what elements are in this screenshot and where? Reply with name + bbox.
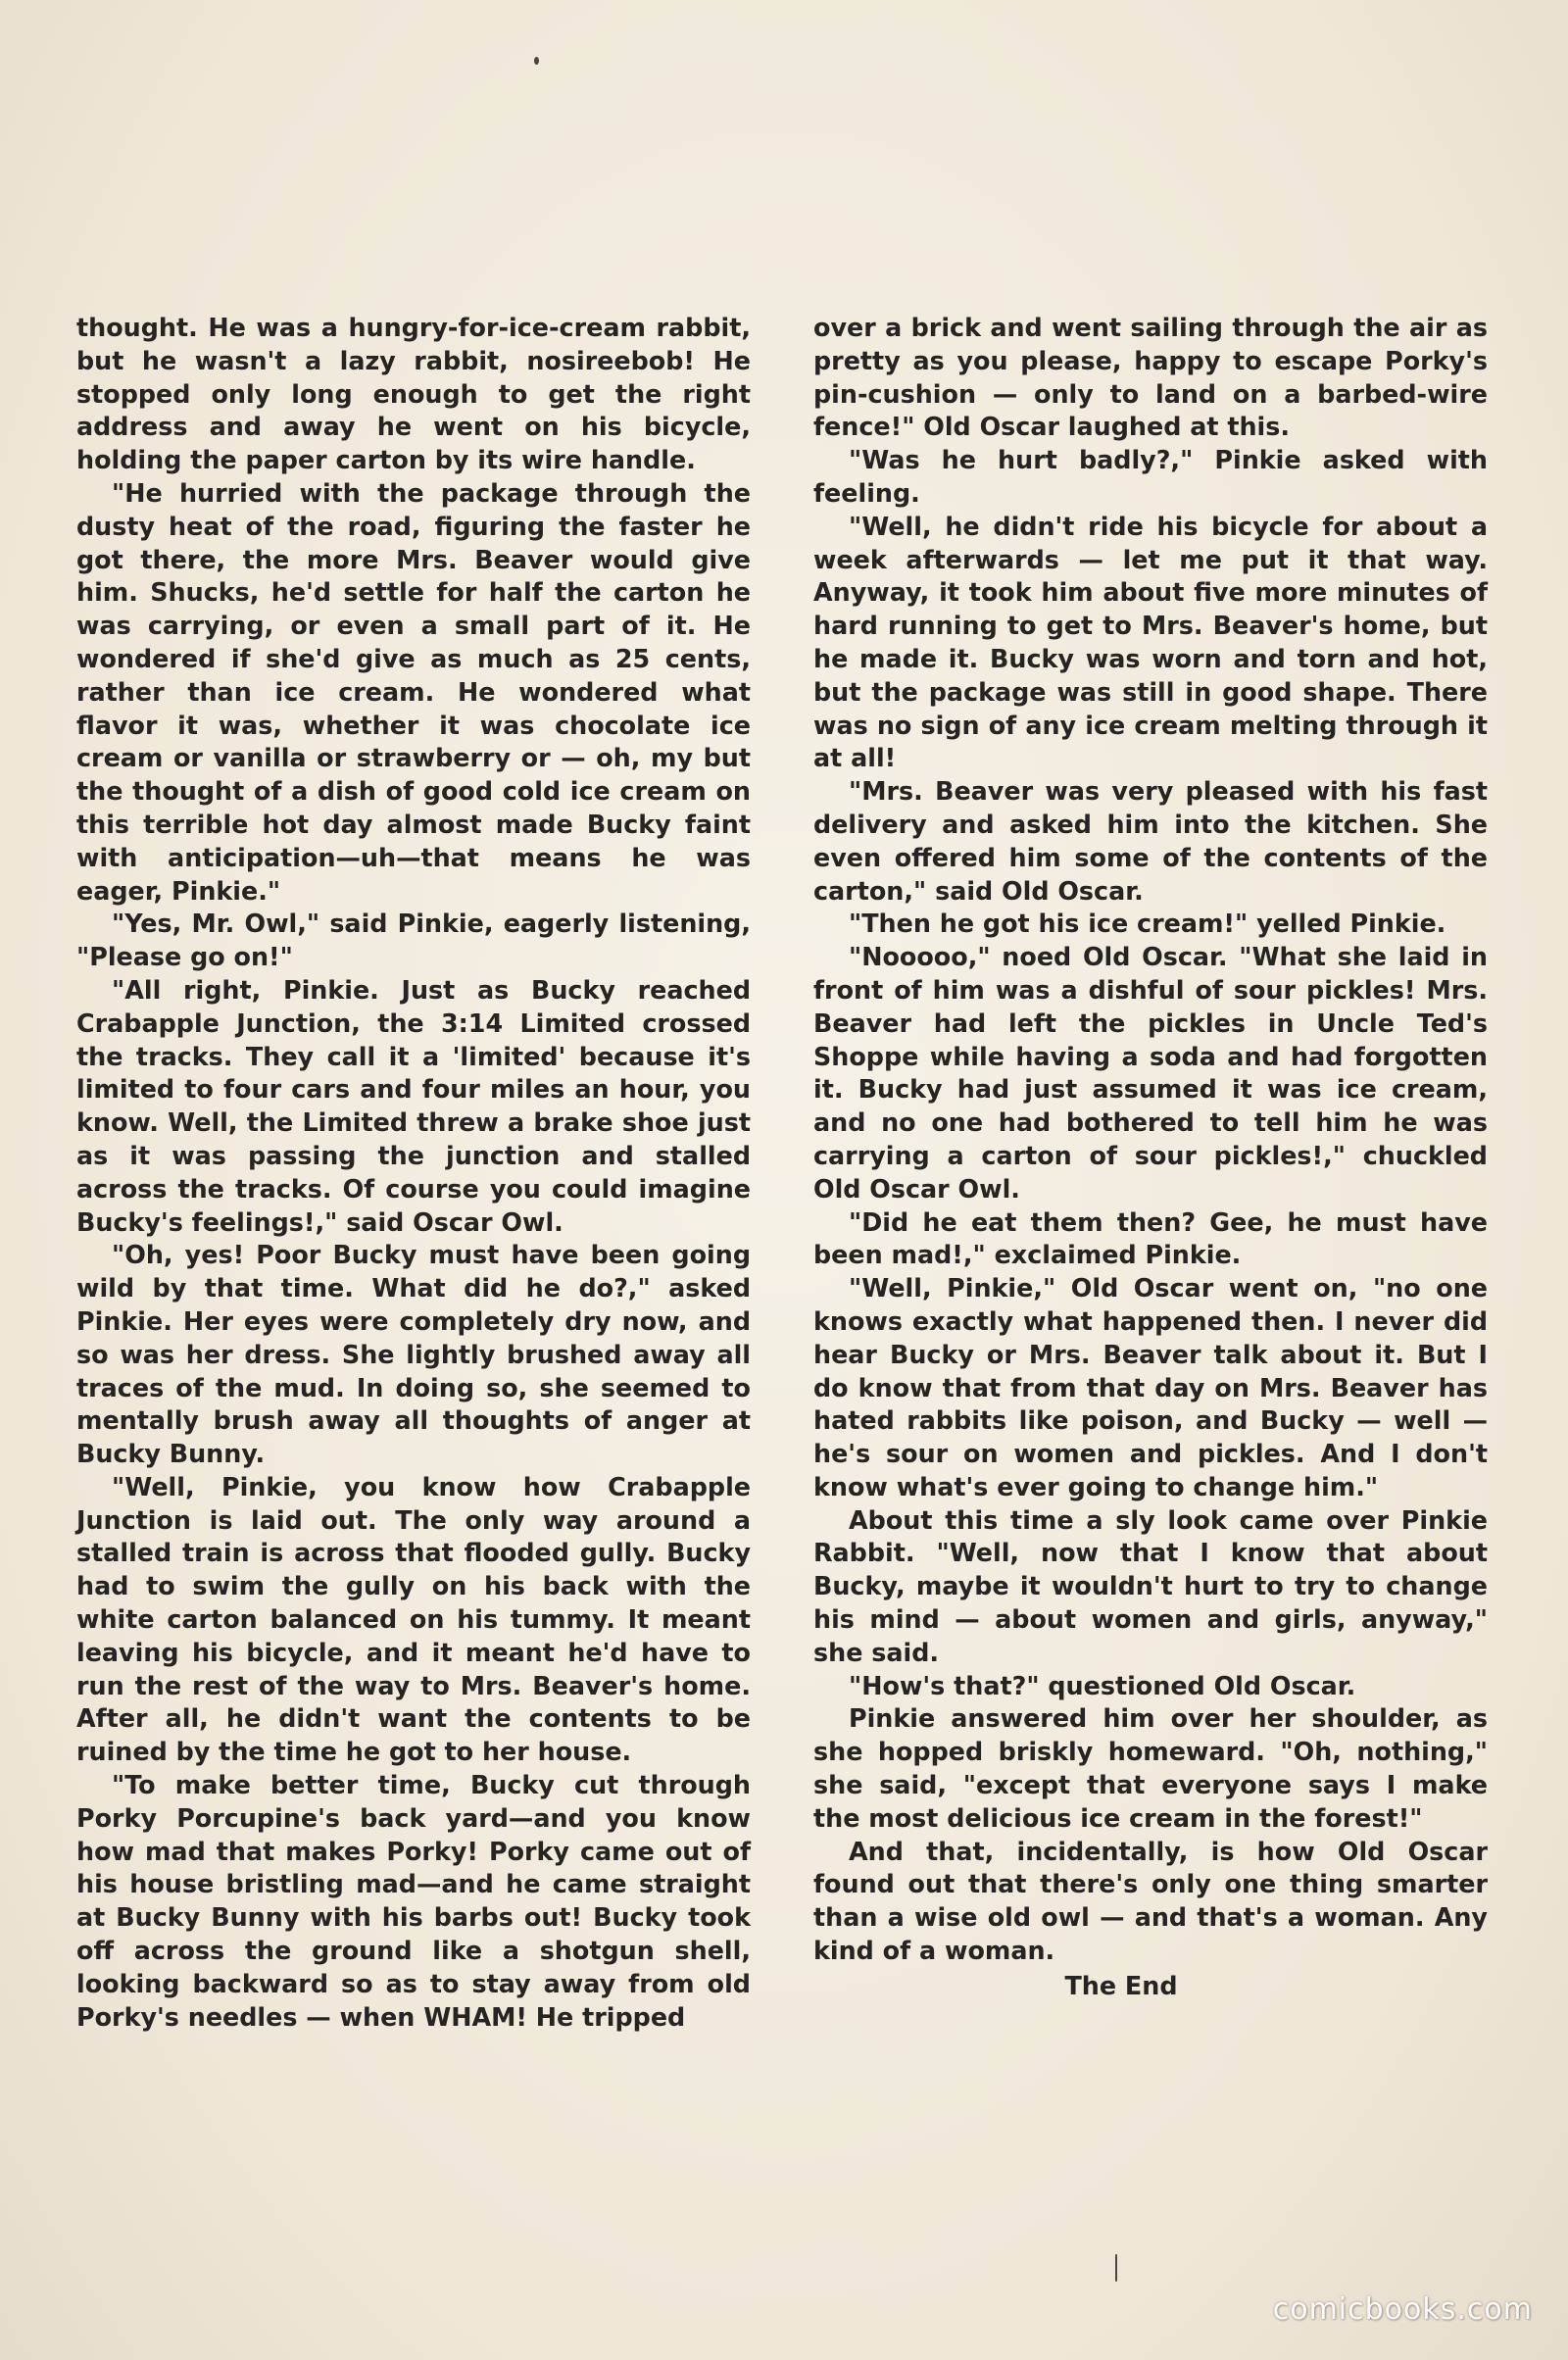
paragraph: "All right, Pinkie. Just as Bucky reached Crabapple Junction, the 3:14 Limited crossed the tracks. They call it a 'limited' because it's limited to four cars and four miles an hour, you know. Well, the Limited threw a brake shoe just as it was passing the junction and stalled across the tracks. Of course you could imagine Bucky's feelings!," said Oscar Owl. — [76, 974, 751, 1237]
paragraph: "To make better time, Bucky cut through Porky Porcupine's back yard—and you know how mad that makes Porky! Porky came out of his house bristling mad—and he came straight at Bucky Bunny with his barbs out! Bucky took off across the ground like a shotgun shell, looking backward so as to stay away from old Porky's needles — when WHAM! He tripped — [76, 1770, 751, 2032]
paragraph: thought. He was a hungry-for-ice-cream rabbit, but he wasn't a lazy rabbit, nosireebob! He stopped only long enough to get the right address and away he went on his bicycle, holding the paper carton by its wire handle. — [76, 313, 751, 475]
paragraph: "Yes, Mr. Owl," said Pinkie, eagerly listening, "Please go on!" — [76, 909, 751, 972]
site-watermark: comicbooks.com — [1272, 2292, 1533, 2327]
ink-speck — [1115, 2254, 1117, 2282]
paragraph: "Well, Pinkie," Old Oscar went on, "no one knows exactly what happened then. I never did hear Bucky or Mrs. Beaver talk about it. But I do know that from that day on Mrs. Beaver has hated rabbits like poison, and Bucky — well — he's sour on women and pickles. And I don't know what's ever going to change him." — [813, 1273, 1488, 1501]
paragraph: "Oh, yes! Poor Bucky must have been going wild by that time. What did he do?," asked Pinkie. Her eyes were completely dry now, and so was her dress. She lightly brushed away all traces of the mud. In doing so, she seemed to mentally brush away all thoughts of anger at Bucky Bunny. — [76, 1240, 751, 1469]
paragraph: "Did he eat them then? Gee, he must have been mad!," exclaimed Pinkie. — [813, 1206, 1488, 1270]
paragraph: About this time a sly look came over Pinkie Rabbit. "Well, now that I know that about Bucky, maybe it wouldn't hurt to try to change his mind — about women and girls, anyway," she said. — [813, 1504, 1488, 1667]
paragraph: "How's that?" questioned Old Oscar. — [849, 1670, 1356, 1700]
paragraph: And that, incidentally, is how Old Oscar found out that there's only one thing smarter than a wise old owl — and that's a woman. Any kind of a woman. — [813, 1836, 1488, 1966]
paragraph: over a brick and went sailing through the air as pretty as you please, happy to escape Porky's pin-cushion — only to land on a barbed-wire fence!" Old Oscar laughed at this. — [813, 313, 1488, 442]
paragraph: "Was he hurt badly?," Pinkie asked with feeling. — [813, 445, 1488, 508]
paragraph: Pinkie answered him over her shoulder, as she hopped briskly homeward. "Oh, nothing," she said, "except that everyone says I make the most delicious ice cream in the forest!" — [813, 1703, 1488, 1833]
paragraph: "Well, he didn't ride his bicycle for about a week afterwards — let me put it that way. Anyway, it took him about five more minutes of hard running to get to Mrs. Beaver's home, but he made it. Bucky was worn and torn and hot, but the package was still in good shape. There was no sign of any ice cream melting through it at all! — [813, 511, 1488, 773]
story-column-right — [813, 312, 1488, 2003]
paragraph: "Nooooo," noed Old Oscar. "What she laid in front of him was a dishful of sour pickles! Mrs. Beaver had left the pickles in Uncle Ted's Shoppe while having a soda and had forgotten it. Bucky had just assumed it was ice cream, and no one had bothered to tell him he was carrying a carton of sour pickles!," chuckled Old Oscar Owl. — [813, 942, 1488, 1204]
paragraph: "He hurried with the package through the dusty heat of the road, figuring the faster he got there, the more Mrs. Beaver would give him. Shucks, he'd settle for half the carton he was carrying, or even a small part of it. He wondered if she'd give as much as 25 cents, rather than ice cream. He wondered what flavor it was, whether it was chocolate ice cream or vanilla or strawberry or — oh, my but the thought of a dish of good cold ice cream on this terrible hot day almost made Bucky faint with anticipation—uh—that means he was eager, Pinkie." — [76, 477, 751, 906]
the-end-label: The End — [1064, 1970, 1178, 2000]
story-column-left — [76, 312, 751, 2034]
paragraph: "Well, Pinkie, you know how Crabapple Junction is laid out. The only way around a stalled train is across that flooded gully. Bucky had to swim the gully on his back with the white carton balanced on his tummy. It meant leaving his bicycle, and it meant he'd have to run the rest of the way to Mrs. Beaver's home. After all, he didn't want the contents to be ruined by the time he got to her house. — [76, 1471, 751, 1767]
paragraph: "Mrs. Beaver was very pleased with his fast delivery and asked him into the kitchen. She even offered him some of the contents of the carton," said Old Oscar. — [813, 776, 1488, 906]
ink-speck — [534, 57, 539, 65]
paragraph: "Then he got his ice cream!" yelled Pinkie. — [849, 909, 1446, 939]
